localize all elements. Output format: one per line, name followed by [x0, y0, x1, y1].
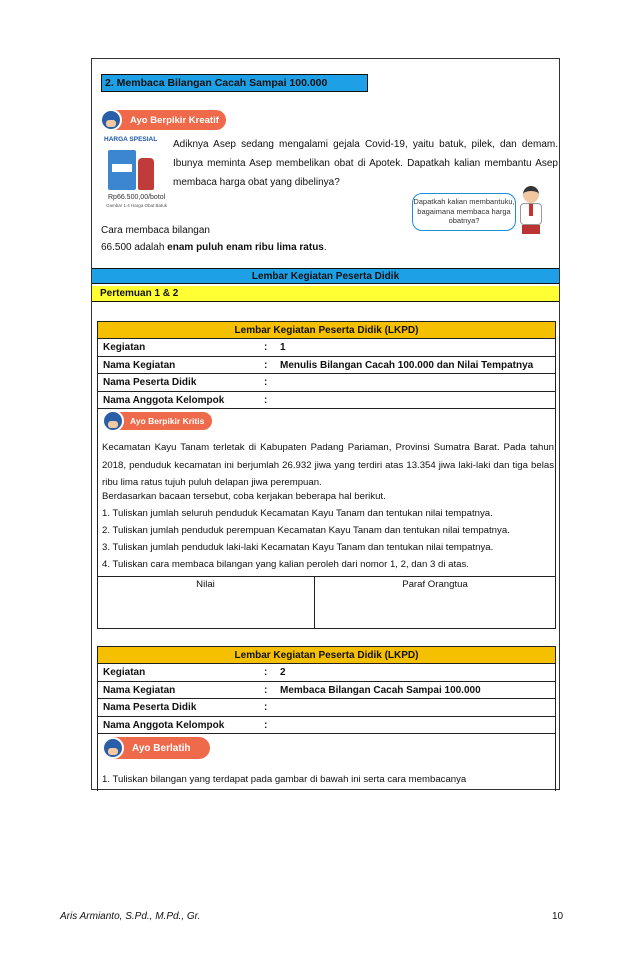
row-colon: : — [264, 394, 268, 406]
exercise-question-1: 1. Tuliskan bilangan yang terdapat pada gambar di bawah ini serta cara membacanya — [102, 774, 467, 785]
card2-row-student-name — [98, 699, 555, 717]
row-colon: : — [264, 684, 268, 696]
medicine-box-icon — [108, 150, 136, 190]
student-character-icon — [516, 186, 546, 234]
lkpd-card-1-header: Lembar Kegiatan Peserta Didik (LKPD) — [98, 322, 555, 339]
creative-badge-label: Ayo Berpikir Kreatif — [130, 114, 219, 126]
reading-example — [101, 242, 327, 253]
practice-badge-label: Ayo Berlatih — [132, 742, 191, 754]
sign-table — [97, 576, 556, 629]
story-paragraph: Kecamatan Kayu Tanam terletak di Kabupaten Padang Pariaman, Provinsi Sumatra Barat. Pada tahun 2018, penduduk kecamatan ini berjumlah 26.932 jiwa yang terdiri atas 13.354 jiwa laki-laki dan tiga belas ribu lima ratus tujuh puluh delapan jiwa perempuan. — [102, 442, 554, 488]
row-colon: : — [264, 719, 268, 731]
speech-bubble: Dapatkah kalian membantuku, bagaimana membaca harga obatnya? — [412, 193, 516, 231]
row-colon: : — [264, 702, 268, 713]
critical-badge-label: Ayo Berpikir Kritis — [130, 416, 205, 426]
question-1: 1. Tuliskan jumlah seluruh penduduk Kecamatan Kayu Tanam dan tentukan nilai tempatnya. — [102, 508, 493, 519]
product-caption: Gambar 1.4 Harga Obat Batuk — [106, 203, 168, 208]
row-key: Nama Peserta Didik — [103, 702, 197, 713]
student-avatar-icon — [102, 737, 124, 759]
footer-author: Aris Armianto, S.Pd., M.Pd., Gr. — [60, 911, 201, 922]
row-value: Membaca Bilangan Cacah Sampai 100.000 — [280, 684, 481, 696]
product-price: Rp66.500,00/botol — [108, 194, 166, 201]
reading-label: Cara membaca bilangan — [101, 225, 210, 236]
card1-row-activity — [98, 339, 555, 357]
student-avatar-icon — [102, 410, 124, 432]
row-colon: : — [264, 667, 268, 678]
product-banner: HARGA SPESIAL — [104, 136, 158, 143]
critical-thinking-badge — [104, 412, 212, 430]
row-value: 1 — [280, 342, 286, 353]
reading-end: . — [323, 242, 327, 253]
row-key: Kegiatan — [103, 667, 146, 678]
student-avatar-icon — [100, 109, 122, 131]
reading-words: enam puluh enam ribu lima ratus — [167, 242, 324, 253]
card2-row-group-members — [98, 717, 555, 735]
creative-thinking-badge — [102, 110, 226, 130]
row-value: 2 — [280, 667, 286, 678]
card2-row-activity-name — [98, 682, 555, 700]
score-cell[interactable]: Nilai — [97, 577, 315, 629]
card2-row-activity — [98, 664, 555, 682]
card1-row-group-members — [98, 392, 555, 410]
lkpd-bar: Lembar Kegiatan Peserta Didik — [92, 268, 559, 284]
card1-row-activity-name — [98, 357, 555, 375]
card1-row-student-name — [98, 374, 555, 392]
section-title: 2. Membaca Bilangan Cacah Sampai 100.000 — [101, 74, 368, 92]
parent-signature-cell[interactable]: Paraf Orangtua — [402, 579, 468, 590]
row-key: Nama Anggota Kelompok — [103, 394, 225, 406]
row-colon: : — [264, 342, 268, 353]
page-number: 10 — [552, 911, 564, 922]
row-key: Nama Peserta Didik — [103, 377, 197, 388]
lkpd-card-2-header: Lembar Kegiatan Peserta Didik (LKPD) — [98, 647, 555, 664]
row-key: Kegiatan — [103, 342, 146, 353]
medicine-bottle-icon — [138, 158, 154, 190]
reading-number: 66.500 adalah — [101, 242, 168, 253]
row-key: Nama Kegiatan — [103, 359, 176, 371]
row-colon: : — [264, 377, 268, 388]
question-4: 4. Tuliskan cara membaca bilangan yang kalian peroleh dari nomor 1, 2, dan 3 di atas. — [102, 559, 469, 570]
row-key: Nama Kegiatan — [103, 684, 176, 696]
instruction-text: Berdasarkan bacaan tersebut, coba kerjakan beberapa hal berikut. — [102, 491, 386, 502]
intro-paragraph: Adiknya Asep sedang mengalami gejala Covid-19, yaitu batuk, pilek, dan demam. Ibunya meminta Asep membelikan obat di Apotek. Dapatkah kalian membantu Asep membaca harga obat yang dibelinya? — [173, 139, 558, 188]
row-colon: : — [264, 359, 268, 371]
practice-badge — [104, 737, 210, 759]
question-2: 2. Tuliskan jumlah penduduk perempuan Kecamatan Kayu Tanam dan tentukan nilai tempatnya. — [102, 525, 510, 536]
question-3: 3. Tuliskan jumlah penduduk laki-laki Kecamatan Kayu Tanam dan tentukan nilai tempatnya. — [102, 542, 494, 553]
row-key: Nama Anggota Kelompok — [103, 719, 225, 731]
row-value: Menulis Bilangan Cacah 100.000 dan Nilai Tempatnya — [280, 359, 534, 371]
meeting-bar: Pertemuan 1 & 2 — [92, 286, 559, 302]
lkpd-card-2 — [97, 646, 556, 791]
medicine-product-image — [104, 136, 168, 208]
